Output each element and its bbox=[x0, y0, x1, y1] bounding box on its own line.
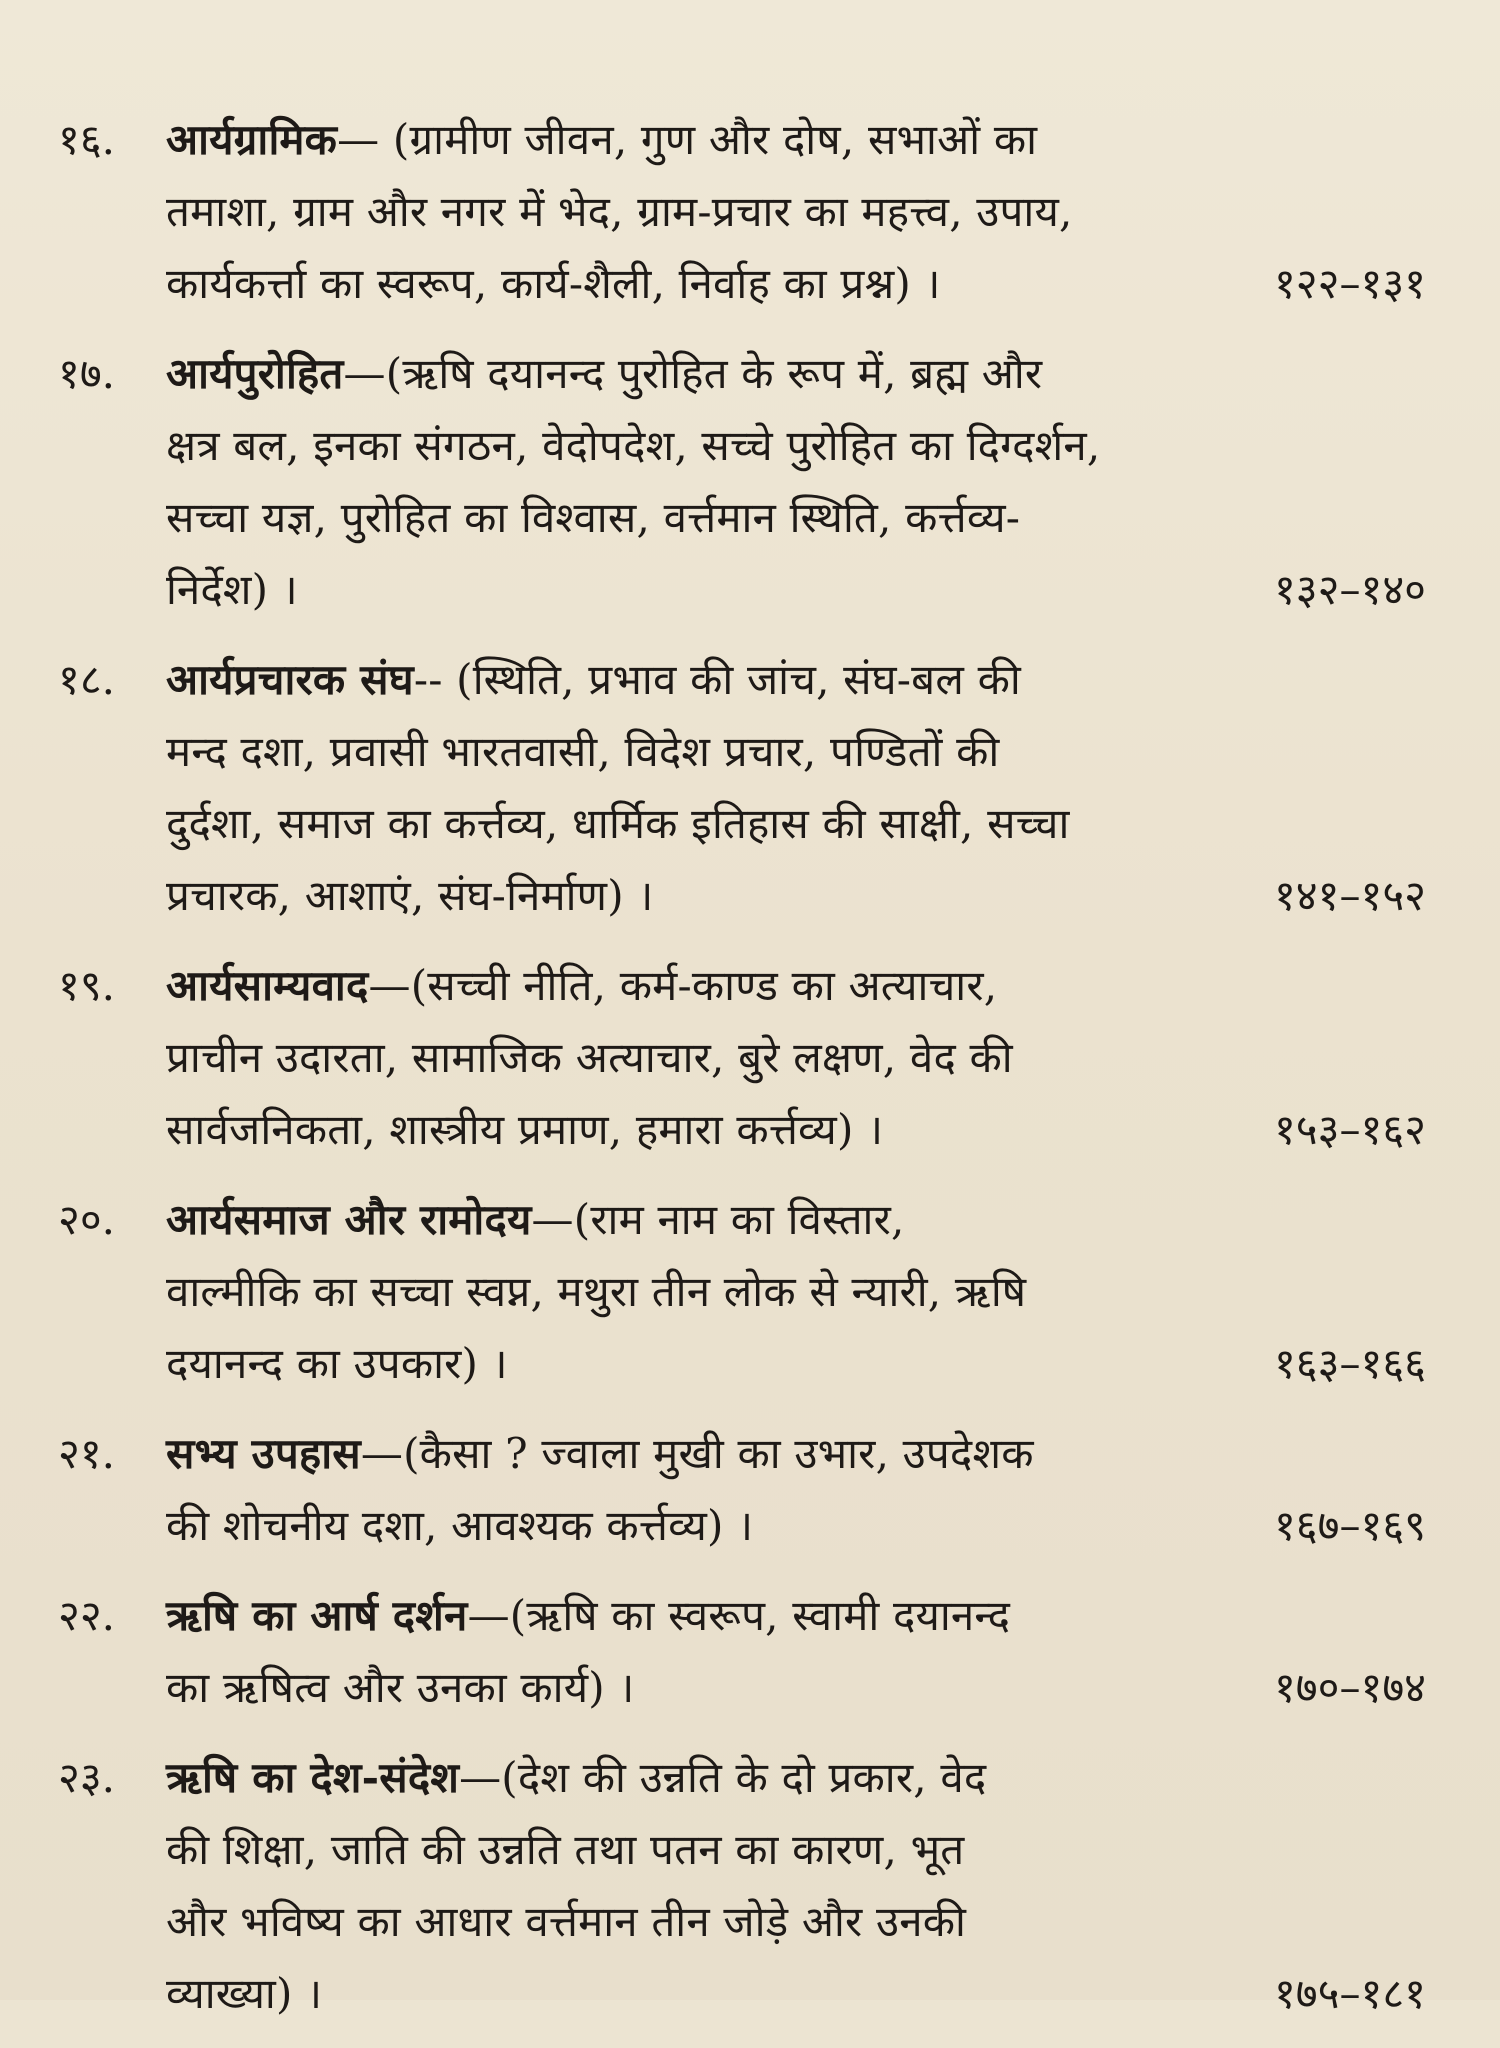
entry-line-1 bbox=[166, 950, 1426, 1022]
entry-text: —(कैसा ? ज्वाला मुखी का उभार, उपदेशक bbox=[360, 1429, 1034, 1478]
entry-line-3: सच्चा यज्ञ, पुरोहित का विश्वास, वर्त्तमान स्थिति, कर्त्तव्य- bbox=[166, 493, 1021, 542]
entry-body bbox=[166, 338, 1426, 626]
entry-line-2: तमाशा, ग्राम और नगर में भेद, ग्राम-प्रचार का महत्त्व, उपाय, bbox=[166, 187, 1073, 236]
toc-entry-22 bbox=[58, 1580, 1426, 1724]
entry-number: २२. bbox=[58, 1591, 116, 1640]
table-of-contents bbox=[58, 104, 1426, 2048]
page-range: १४१–१५२ bbox=[1273, 871, 1426, 920]
entry-number: १८. bbox=[58, 655, 116, 704]
entry-line-1 bbox=[166, 644, 1426, 716]
entry-title: सभ्य उपहास bbox=[166, 1429, 361, 1478]
entry-line-1 bbox=[166, 1418, 1426, 1490]
page-range: १६३–१६६ bbox=[1273, 1339, 1426, 1388]
page-range: १७५–१८१ bbox=[1273, 1969, 1426, 2018]
entry-title: आर्यपुरोहित bbox=[166, 349, 344, 398]
entry-text: -- (स्थिति, प्रभाव की जांच, संघ-बल की bbox=[413, 655, 1021, 704]
entry-number: २१. bbox=[58, 1429, 116, 1478]
entry-line-2: मन्द दशा, प्रवासी भारतवासी, विदेश प्रचार, पण्डितों की bbox=[166, 727, 1000, 776]
entry-line-1 bbox=[166, 338, 1426, 410]
page-range: १२२–१३१ bbox=[1273, 259, 1426, 308]
entry-line-3: दुर्दशा, समाज का कर्त्तव्य, धार्मिक इतिहास की साक्षी, सच्चा bbox=[166, 799, 1070, 848]
toc-entry-20 bbox=[58, 1184, 1426, 1400]
entry-line-3: दयानन्द का उपकार) । bbox=[166, 1339, 508, 1388]
entry-title: आर्यप्रचारक संघ bbox=[166, 655, 414, 704]
toc-entry-21 bbox=[58, 1418, 1426, 1562]
entry-title: आर्यग्रामिक bbox=[166, 115, 338, 164]
entry-line-4: प्रचारक, आशाएं, संघ-निर्माण) । bbox=[166, 871, 654, 920]
toc-entry-16 bbox=[58, 104, 1426, 320]
entry-line-2: क्षत्र बल, इनका संगठन, वेदोपदेश, सच्चे पुरोहित का दिग्दर्शन, bbox=[166, 421, 1101, 470]
page-range: १३२–१४० bbox=[1273, 565, 1426, 614]
toc-entry-19 bbox=[58, 950, 1426, 1166]
page-range: १७०–१७४ bbox=[1273, 1663, 1426, 1712]
entry-text: —(राम नाम का विस्तार, bbox=[531, 1195, 905, 1244]
entry-number: २३. bbox=[58, 1753, 116, 1802]
entry-body bbox=[166, 950, 1426, 1166]
entry-body bbox=[166, 644, 1426, 932]
entry-title: आर्यसाम्यवाद bbox=[166, 961, 369, 1010]
entry-number: १६. bbox=[58, 115, 116, 164]
toc-entry-18 bbox=[58, 644, 1426, 932]
entry-text: — (ग्रामीण जीवन, गुण और दोष, सभाओं का bbox=[337, 115, 1038, 164]
entry-line-1 bbox=[166, 1580, 1426, 1652]
page-range: १६७–१६९ bbox=[1273, 1501, 1426, 1550]
page-range: १५३–१६२ bbox=[1273, 1105, 1426, 1154]
entry-line-2: की शिक्षा, जाति की उन्नति तथा पतन का कारण, भूत bbox=[166, 1825, 965, 1874]
toc-entry-17 bbox=[58, 338, 1426, 626]
entry-line-2: वाल्मीकि का सच्चा स्वप्न, मथुरा तीन लोक से न्यारी, ऋषि bbox=[166, 1267, 1027, 1316]
entry-line-4: व्याख्या) । bbox=[166, 1969, 323, 2018]
entry-line-1 bbox=[166, 1184, 1426, 1256]
entry-body bbox=[166, 1580, 1426, 1724]
entry-title: ऋषि का आर्ष दर्शन bbox=[166, 1591, 468, 1640]
entry-title: आर्यसमाज और रामोदय bbox=[166, 1195, 532, 1244]
entry-body bbox=[166, 104, 1426, 320]
entry-line-1 bbox=[166, 1742, 1426, 1814]
entry-number: २०. bbox=[58, 1195, 116, 1244]
entry-line-3: सार्वजनिकता, शास्त्रीय प्रमाण, हमारा कर्त्तव्य) । bbox=[166, 1105, 884, 1154]
entry-body bbox=[166, 1184, 1426, 1400]
entry-text: —(ऋषि का स्वरूप, स्वामी दयानन्द bbox=[467, 1591, 1011, 1640]
entry-line-2: का ऋषित्व और उनका कार्य) । bbox=[166, 1663, 635, 1712]
entry-text: —(ऋषि दयानन्द पुरोहित के रूप में, ब्रह्म और bbox=[343, 349, 1043, 398]
entry-body bbox=[166, 1418, 1426, 1562]
entry-line-1 bbox=[166, 104, 1426, 176]
entry-line-3: कार्यकर्त्ता का स्वरूप, कार्य-शैली, निर्वाह का प्रश्न) । bbox=[166, 259, 941, 308]
toc-entry-23 bbox=[58, 1742, 1426, 2030]
entry-line-2: प्राचीन उदारता, सामाजिक अत्याचार, बुरे लक्षण, वेद की bbox=[166, 1033, 1013, 1082]
entry-number: १७. bbox=[58, 349, 116, 398]
entry-number: १९. bbox=[58, 961, 116, 1010]
entry-title: ऋषि का देश-संदेश bbox=[166, 1753, 460, 1802]
entry-text: —(सच्ची नीति, कर्म-काण्ड का अत्याचार, bbox=[368, 961, 998, 1010]
entry-line-4: निर्देश) । bbox=[166, 565, 298, 614]
entry-line-3: और भविष्य का आधार वर्त्तमान तीन जोड़े और उनकी bbox=[166, 1897, 967, 1946]
entry-body bbox=[166, 1742, 1426, 2030]
entry-text: —(देश की उन्नति के दो प्रकार, वेद bbox=[459, 1753, 987, 1802]
entry-line-2: की शोचनीय दशा, आवश्यक कर्त्तव्य) । bbox=[166, 1501, 754, 1550]
